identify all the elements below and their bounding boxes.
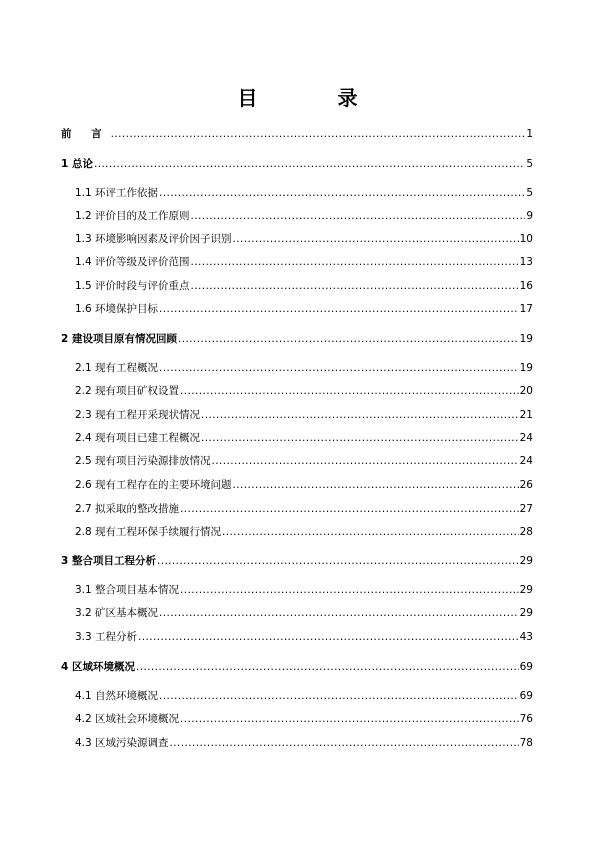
toc-entry[interactable]	[61, 660, 533, 674]
toc-dot-leader	[222, 525, 519, 539]
toc-entry-label: 1 总论	[61, 158, 93, 170]
toc-entry-label: 3 整合项目工程分析	[61, 555, 156, 567]
toc-entry-label: 2.3 现有工程开采现状情况	[75, 409, 201, 421]
toc-entry-label: 4.3 区域污染源调查	[75, 737, 169, 749]
toc-dot-leader	[111, 127, 526, 141]
toc-entry[interactable]	[75, 502, 533, 516]
toc-entry[interactable]	[75, 279, 533, 293]
toc-entry-label: 2.5 现有项目污染源排放情况	[75, 455, 211, 467]
toc-entry-page-number: 10	[519, 233, 533, 245]
toc-entry-page-number: 69	[519, 661, 533, 673]
toc-entry-page-number: 29	[519, 555, 533, 567]
toc-dot-leader	[191, 279, 519, 293]
toc-dot-leader	[180, 712, 519, 726]
toc-entry-page-number: 69	[519, 690, 533, 702]
toc-entry[interactable]	[75, 361, 533, 375]
toc-entry-page-number: 27	[519, 503, 533, 515]
toc-entry-label: 1.2 评价目的及工作原则	[75, 210, 190, 222]
toc-entry-page-number: 13	[519, 256, 533, 268]
toc-entry[interactable]	[75, 525, 533, 539]
toc-entry-page-number: 24	[519, 455, 533, 467]
toc-dot-leader	[136, 660, 519, 674]
toc-dot-leader	[233, 232, 519, 246]
toc-entry-label: 2.1 现有工程概况	[75, 362, 159, 374]
toc-entry-label: 前 言	[61, 128, 110, 140]
toc-entry-page-number: 78	[519, 737, 533, 749]
toc-dot-leader	[180, 502, 519, 516]
toc-entry[interactable]	[75, 209, 533, 223]
toc-entry-label: 2.6 现有工程存在的主要环境问题	[75, 479, 232, 491]
toc-entry[interactable]	[75, 302, 533, 316]
toc-entry[interactable]	[75, 384, 533, 398]
toc-entry-page-number: 29	[519, 584, 533, 596]
toc-entry[interactable]	[61, 127, 533, 141]
toc-entry-page-number: 20	[519, 385, 533, 397]
toc-entry-page-number: 29	[519, 607, 533, 619]
toc-dot-leader	[159, 361, 519, 375]
toc-entry-label: 3.3 工程分析	[75, 631, 138, 643]
toc-entry[interactable]	[75, 454, 533, 468]
toc-entry[interactable]	[61, 157, 533, 171]
toc-entry[interactable]	[75, 255, 533, 269]
toc-entry-page-number: 17	[519, 303, 533, 315]
toc-dot-leader	[233, 478, 519, 492]
toc-entry-label: 1.5 评价时段与评价重点	[75, 280, 190, 292]
toc-entry-label: 3.1 整合项目基本情况	[75, 584, 180, 596]
toc-entry-label: 4.1 自然环境概况	[75, 690, 159, 702]
toc-entry[interactable]	[75, 630, 533, 644]
toc-entry[interactable]	[61, 332, 533, 346]
toc-entry-label: 2 建设项目原有情况回顾	[61, 333, 177, 345]
toc-dot-leader	[201, 408, 519, 422]
toc-entry-page-number: 28	[519, 526, 533, 538]
toc-entry[interactable]	[75, 186, 533, 200]
toc-entry-label: 2.7 拟采取的整改措施	[75, 503, 180, 515]
toc-entry-label: 3.2 矿区基本概况	[75, 607, 159, 619]
toc-entry-label: 1.6 环境保护目标	[75, 303, 159, 315]
toc-dot-leader	[191, 209, 526, 223]
toc-entry-page-number: 76	[519, 713, 533, 725]
toc-dot-leader	[170, 736, 519, 750]
toc-dot-leader	[180, 583, 519, 597]
toc-dot-leader	[159, 302, 519, 316]
toc-dot-leader	[180, 384, 519, 398]
toc-entry-label: 1.4 评价等级及评价范围	[75, 256, 190, 268]
toc-entry-label: 4.2 区域社会环境概况	[75, 713, 180, 725]
toc-entry-label: 1.1 环评工作依据	[75, 187, 159, 199]
toc-entry-page-number: 5	[526, 187, 533, 199]
toc-entry-page-number: 9	[526, 210, 533, 222]
toc-entry-page-number: 19	[519, 333, 533, 345]
toc-entry[interactable]	[75, 232, 533, 246]
toc-dot-leader	[201, 431, 519, 445]
toc-dot-leader	[178, 332, 519, 346]
toc-entry-label: 4 区域环境概况	[61, 661, 135, 673]
toc-entry-label: 2.2 现有项目矿权设置	[75, 385, 180, 397]
toc-entry-page-number: 24	[519, 432, 533, 444]
toc-entry[interactable]	[75, 736, 533, 750]
toc-dot-leader	[159, 606, 519, 620]
toc-entry-page-number: 5	[526, 158, 533, 170]
toc-entry-label: 2.4 现有项目已建工程概况	[75, 432, 201, 444]
toc-entry[interactable]	[75, 606, 533, 620]
toc-dot-leader	[159, 689, 519, 703]
toc-entry[interactable]	[75, 689, 533, 703]
toc-entry-label: 1.3 环境影响因素及评价因子识别	[75, 233, 232, 245]
toc-entry-page-number: 26	[519, 479, 533, 491]
toc-dot-leader	[212, 454, 519, 468]
toc-entry-page-number: 16	[519, 280, 533, 292]
toc-entry-page-number: 21	[519, 409, 533, 421]
toc-entry[interactable]	[75, 478, 533, 492]
toc-entry[interactable]	[61, 554, 533, 568]
toc-dot-leader	[138, 630, 519, 644]
toc-entry[interactable]	[75, 712, 533, 726]
toc-dot-leader	[159, 186, 525, 200]
toc-entry-page-number: 43	[519, 631, 533, 643]
toc-title: 目 录	[237, 86, 388, 110]
toc-dot-leader	[191, 255, 519, 269]
toc-entry[interactable]	[75, 583, 533, 597]
toc-dot-leader	[94, 157, 525, 171]
toc-entry-label: 2.8 现有工程环保手续履行情况	[75, 526, 222, 538]
toc-dot-leader	[157, 554, 519, 568]
toc-entry-page-number: 1	[526, 128, 533, 140]
toc-entry[interactable]	[75, 408, 533, 422]
toc-entry[interactable]	[75, 431, 533, 445]
toc-entry-page-number: 19	[519, 362, 533, 374]
